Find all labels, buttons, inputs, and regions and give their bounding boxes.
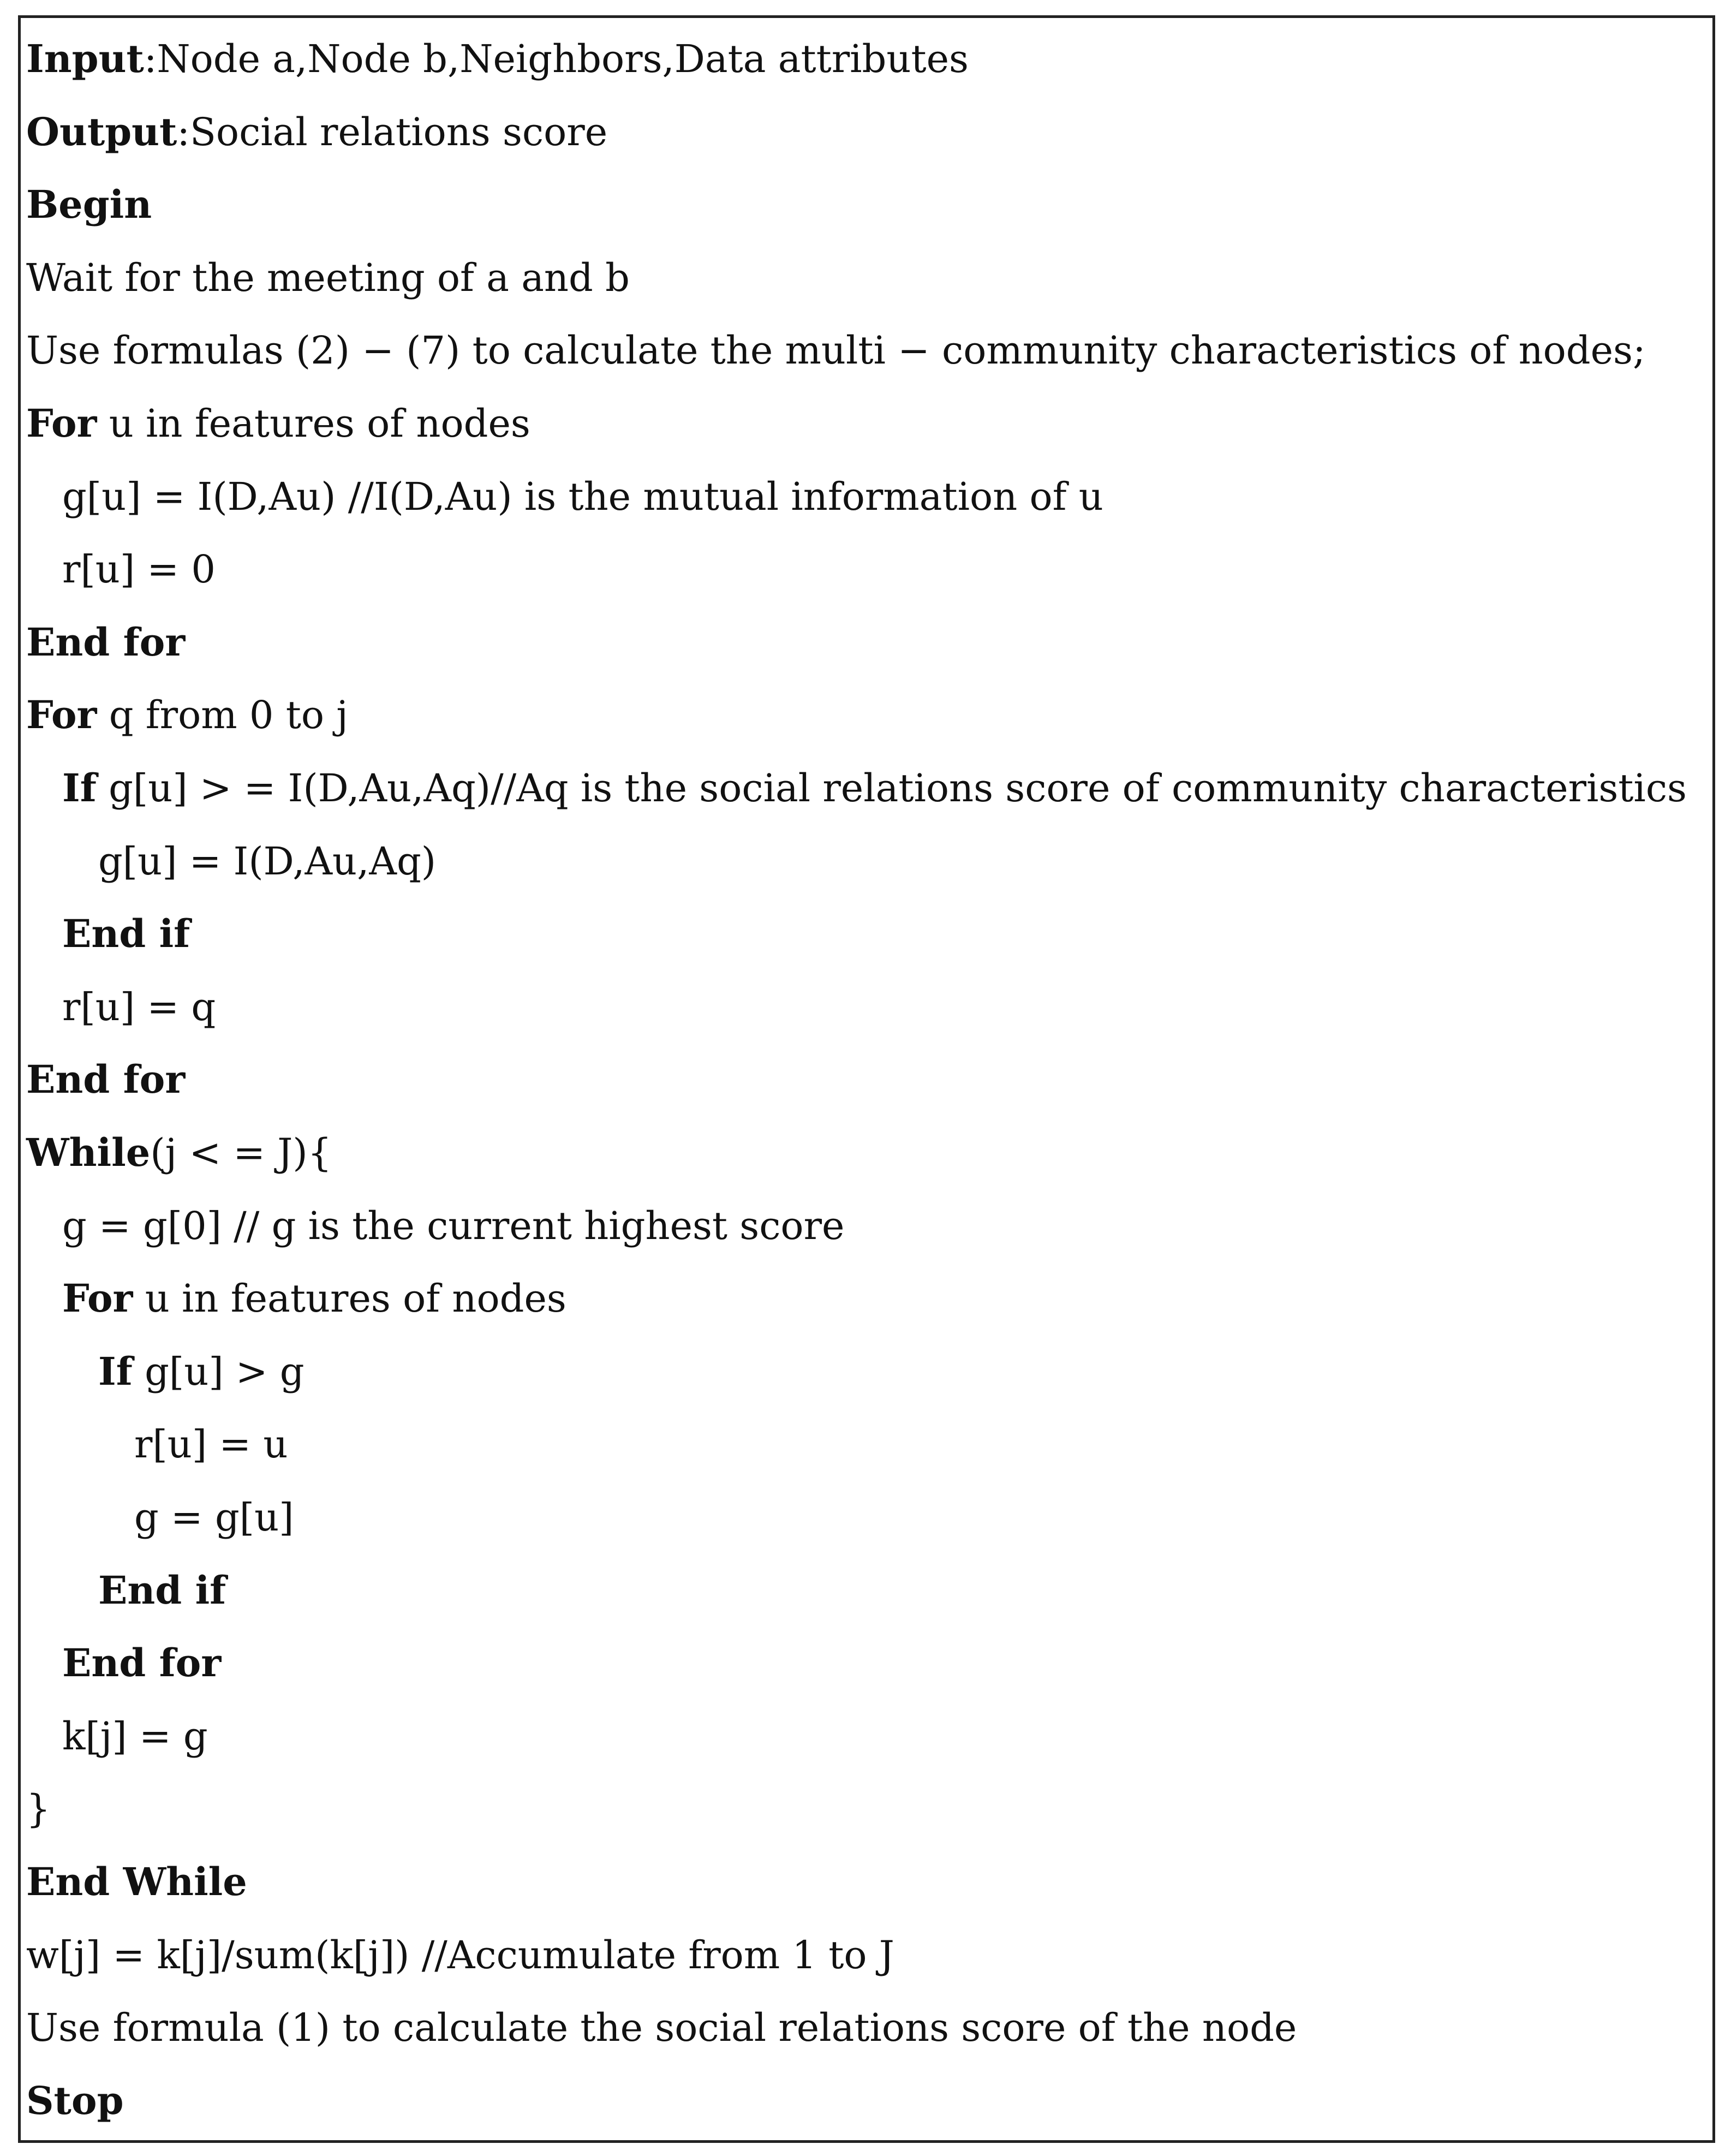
algorithm-line: [62, 901, 190, 967]
algorithm-keyword: End for: [26, 1057, 186, 1103]
algorithm-text: r[u] = u: [134, 1422, 288, 1467]
algorithm-text: u in features of nodes: [97, 401, 530, 446]
algorithm-line: [26, 610, 185, 675]
algorithm-line: [26, 1922, 894, 1988]
algorithm-keyword: End if: [98, 1567, 226, 1613]
algorithm-line: [62, 1630, 221, 1696]
algorithm-line: [26, 391, 530, 456]
algorithm-line: [26, 1849, 247, 1915]
algorithm-line: [26, 172, 152, 237]
algorithm-line: [62, 755, 1687, 821]
algorithm-text: (j < = J){: [150, 1130, 332, 1175]
algorithm-line: [62, 1704, 208, 1769]
algorithm-keyword: Output: [26, 109, 177, 154]
algorithm-box: [18, 15, 1715, 2143]
algorithm-line: [134, 1485, 294, 1550]
algorithm-keyword: For: [62, 1276, 133, 1321]
algorithm-text: Wait for the meeting of a and b: [26, 255, 630, 300]
algorithm-text: g = g[u]: [134, 1495, 294, 1540]
algorithm-keyword: End if: [62, 911, 190, 957]
algorithm-keyword: For: [26, 692, 97, 738]
algorithm-line: [26, 245, 630, 311]
algorithm-text: g = g[0] // g is the current highest score: [62, 1203, 845, 1248]
algorithm-keyword: End for: [62, 1640, 222, 1686]
algorithm-line: [98, 829, 436, 894]
algorithm-keyword: While: [26, 1130, 151, 1175]
algorithm-keyword: Input: [26, 36, 144, 81]
algorithm-keyword: If: [62, 765, 97, 811]
algorithm-text: :Node a,Node b,Neighbors,Data attributes: [144, 37, 969, 81]
algorithm-text: r[u] = q: [62, 984, 216, 1029]
algorithm-keyword: Stop: [26, 2077, 124, 2123]
algorithm-line: [26, 99, 607, 165]
algorithm-text: q from 0 to j: [97, 693, 348, 738]
algorithm-keyword: If: [98, 1348, 133, 1394]
algorithm-line: [62, 464, 1103, 529]
algorithm-line: [134, 1411, 288, 1477]
algorithm-line: [26, 2068, 124, 2134]
algorithm-line: [26, 682, 348, 748]
algorithm-text: g[u] > = I(D,Au,Aq)//Aq is the social relations score of community characteristics: [96, 766, 1687, 811]
algorithm-text: w[j] = k[j]/sum(k[j]) //Accumulate from 1 to J: [26, 1932, 894, 1978]
algorithm-line: [62, 537, 216, 602]
algorithm-line: [26, 1120, 332, 1186]
algorithm-keyword: End While: [26, 1859, 247, 1904]
algorithm-text: g[u] = I(D,Au,Aq): [98, 838, 437, 884]
algorithm-line: [62, 1193, 844, 1259]
algorithm-line: [98, 1558, 226, 1623]
algorithm-text: Use formula (1) to calculate the social relations score of the node: [26, 2005, 1297, 2051]
algorithm-text: Use formulas (2) − (7) to calculate the multi − community characteristics of nodes;: [26, 328, 1646, 373]
algorithm-line: [26, 1047, 185, 1112]
algorithm-line: [26, 1776, 51, 1842]
algorithm-text: u in features of nodes: [133, 1276, 566, 1321]
algorithm-text: g[u] = I(D,Au) //I(D,Au) is the mutual information of u: [62, 474, 1103, 519]
algorithm-keyword: Begin: [26, 182, 152, 228]
algorithm-text: }: [26, 1786, 51, 1832]
algorithm-line: [98, 1339, 305, 1404]
algorithm-line: [26, 26, 969, 92]
algorithm-text: k[j] = g: [62, 1713, 208, 1759]
algorithm-line: [62, 1266, 566, 1331]
algorithm-keyword: For: [26, 401, 97, 446]
algorithm-line: [26, 1995, 1297, 2060]
algorithm-text: r[u] = 0: [62, 547, 216, 592]
algorithm-text: g[u] > g: [132, 1349, 305, 1394]
algorithm-line: [62, 974, 216, 1040]
algorithm-text: :Social relations score: [177, 109, 608, 154]
algorithm-keyword: End for: [26, 619, 186, 665]
algorithm-line: [26, 318, 1646, 383]
